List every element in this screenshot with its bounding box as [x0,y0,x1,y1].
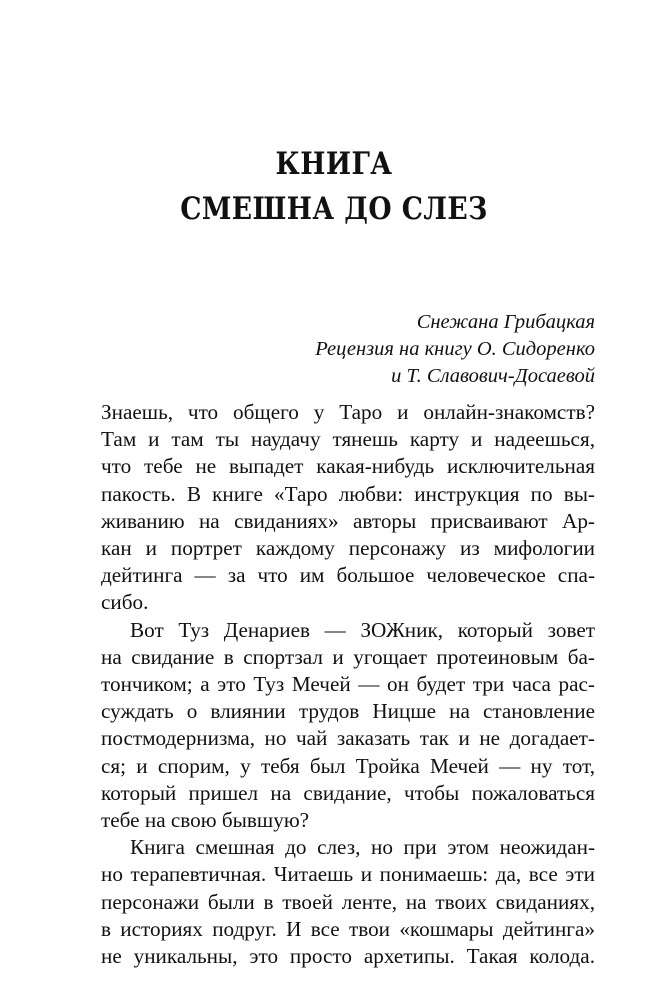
text-line: тебе на свою бывшую? [101,808,310,833]
author-name: Снежана Грибацкая [416,311,595,333]
text-line: не уникальны, это просто архетипы. Такая колода. [101,944,595,969]
text-line: суждать о влиянии трудов Ницше на становление [101,699,595,724]
paragraph-2 [101,617,595,835]
text-line: живанию на свиданиях» авторы присваивают Ар- [101,508,595,533]
text-line: Там и там ты наудачу тянешь карту и надеешься, [101,427,595,452]
review-byline [95,309,595,390]
review-subtitle-line-2: и Т. Славович-Досаевой [391,365,595,387]
text-line: Знаешь, что общего у Таро и онлайн-знакомств? [101,400,595,424]
chapter-title-line-2: СМЕШНА ДО СЛЕЗ [180,191,488,227]
paragraph-1 [101,399,595,617]
text-line: сибо. [101,590,149,615]
paragraph-3 [101,834,595,970]
text-line: который пришел на свидание, чтобы пожаловаться [101,780,595,805]
text-line: постмодернизма, но чай заказать так и не догадает- [101,726,595,751]
text-line: но терапевтичная. Читаешь и понимаешь: да, все эти [101,862,595,887]
text-line: дейтинга — за что им большое человеческое спа- [101,563,595,588]
text-line: ся; и спорим, у тебя был Тройка Мечей — ну тот, [101,753,595,778]
text-line: тончиком; а это Туз Мечей — он будет три часа рас- [101,672,595,697]
chapter-title-line-1: КНИГА [275,146,393,182]
text-line: что тебе не выпадет какая-нибудь исключительная [101,454,595,479]
review-subtitle-line-1: Рецензия на книгу О. Сидоренко [315,338,595,360]
text-line: Книга смешная до слез, но при этом неожидан- [130,835,595,860]
text-line: Вот Туз Денариев — ЗОЖник, который зовет [130,617,595,642]
review-body [101,399,595,970]
text-line: пакость. В книге «Таро любви: инструкция по вы- [101,481,595,506]
text-line: кан и портрет каждому персонажу из мифологии [101,536,595,561]
text-line: персонажи были в твоей ленте, на твоих свиданиях, [101,889,595,914]
text-line: в историях подруг. И все твои «кошмары дейтинга» [101,916,595,941]
text-line: на свидание в спортзал и угощает протеиновым ба- [101,644,595,669]
chapter-title [47,142,621,232]
